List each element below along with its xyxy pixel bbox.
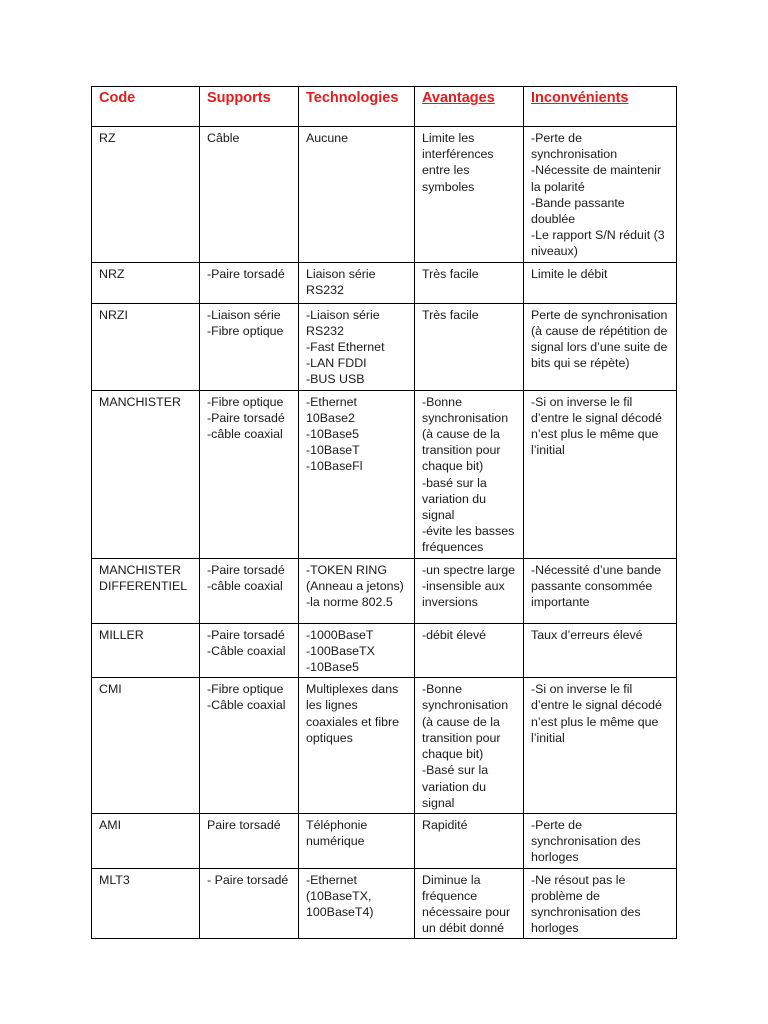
supports-line: -câble coaxial: [207, 427, 283, 442]
cell-avantages: [415, 558, 524, 623]
table-row: [92, 303, 677, 390]
inconvenients-line: Perte de synchronisation (à cause de répétition de signal lors d’une suite de bits qui se répète): [531, 307, 668, 371]
cell-supports: [200, 868, 299, 939]
cell-technologies: [299, 678, 415, 814]
table-row: [92, 868, 677, 939]
header-inconvenients: Inconvénients: [524, 87, 677, 127]
cell-technologies: [299, 868, 415, 939]
code-line: RZ: [99, 131, 116, 145]
cell-code: [92, 262, 200, 303]
cell-inconvenients: [524, 623, 677, 678]
inconvenients-line: -Si on inverse le fil d’entre le signal décodé n’est plus le même que l’initial: [531, 682, 662, 745]
supports-line: -Câble coaxial: [207, 643, 286, 658]
inconvenients-line: -Si on inverse le fil d’entre le signal décodé n’est plus le même que l’initial: [531, 394, 662, 458]
avantages-line: Très facile: [422, 266, 479, 281]
cell-inconvenients: [524, 868, 677, 939]
header-row: [92, 87, 677, 127]
table-row: [92, 558, 677, 623]
code-line: NRZ: [99, 266, 125, 281]
technologies-line: -BUS USB: [306, 372, 365, 387]
cell-avantages: [415, 813, 524, 868]
inconvenients-line: -Bande passante doublée: [531, 195, 625, 227]
code-line: MLT3: [99, 872, 130, 887]
technologies-line: Multiplexes dans les lignes coaxiales et fibre optiques: [306, 682, 399, 745]
cell-avantages: [415, 868, 524, 939]
header-technologies: Technologies: [299, 87, 415, 127]
cell-code: [92, 558, 200, 623]
cell-technologies: [299, 390, 415, 558]
inconvenients-line: -Nécessite de maintenir la polarité: [531, 163, 662, 194]
supports-line: - Paire torsadé: [207, 872, 289, 887]
technologies-line: Téléphonie numérique: [306, 817, 368, 849]
technologies-line: -1000BaseT: [306, 627, 374, 642]
code-line: AMI: [99, 817, 122, 832]
technologies-line: -LAN FDDI: [306, 356, 367, 371]
cell-inconvenients: [524, 813, 677, 868]
table-row: [92, 262, 677, 303]
technologies-line: -TOKEN RING (Anneau a jetons): [306, 562, 404, 593]
cell-supports: [200, 127, 299, 263]
inconvenients-line: -Ne résout pas le problème de synchronisation des horloges: [531, 872, 641, 936]
cell-avantages: [415, 623, 524, 678]
supports-line: -Paire torsadé: [207, 410, 285, 425]
technologies-line: -Ethernet (10BaseTX, 100BaseT4): [306, 872, 374, 919]
inconvenients-line: -Perte de synchronisation des horloges: [531, 817, 641, 865]
cell-inconvenients: [524, 678, 677, 814]
code-line: NRZI: [99, 307, 128, 322]
technologies-line: -10Base5: [306, 660, 360, 675]
cell-inconvenients: [524, 262, 677, 303]
code-line: CMI: [99, 682, 122, 697]
supports-line: -Fibre optique: [207, 394, 284, 409]
technologies-line: -10BaseT: [306, 443, 360, 458]
avantages-line: -Bonne synchronisation (à cause de la transition pour chaque bit): [422, 682, 509, 762]
avantages-line: Très facile: [422, 307, 479, 322]
table-row: [92, 127, 677, 263]
supports-line: Paire torsadé: [207, 817, 281, 832]
cell-inconvenients: [524, 303, 677, 390]
supports-line: -câble coaxial: [207, 578, 283, 593]
avantages-line: Limite les interférences entre les symboles: [422, 131, 494, 194]
supports-line: -Câble coaxial: [207, 698, 286, 713]
cell-technologies: [299, 127, 415, 263]
cell-inconvenients: [524, 390, 677, 558]
cell-code: [92, 623, 200, 678]
cell-inconvenients: [524, 127, 677, 263]
table-row: [92, 678, 677, 814]
cell-technologies: [299, 558, 415, 623]
cell-supports: [200, 390, 299, 558]
avantages-line: -débit élevé: [422, 627, 487, 642]
cell-supports: [200, 678, 299, 814]
cell-technologies: [299, 262, 415, 303]
header-supports: Supports: [200, 87, 299, 127]
cell-avantages: [415, 678, 524, 814]
inconvenients-line: Limite le débit: [531, 266, 608, 281]
technologies-line: -la norme 802.5: [306, 595, 393, 610]
technologies-line: -Liaison série RS232: [306, 307, 380, 338]
cell-technologies: [299, 623, 415, 678]
technologies-line: -Ethernet 10Base2: [306, 394, 357, 425]
technologies-line: -10Base5: [306, 427, 360, 442]
inconvenients-line: -Nécessité d’une bande passante consommée importante: [531, 562, 662, 610]
cell-avantages: [415, 127, 524, 263]
technologies-line: -100BaseTX: [306, 643, 375, 658]
cell-inconvenients: [524, 558, 677, 623]
supports-line: -Fibre optique: [207, 323, 284, 338]
supports-line: -Paire torsadé: [207, 562, 285, 577]
table-row: [92, 623, 677, 678]
supports-line: -Liaison série: [207, 307, 281, 322]
cell-code: [92, 678, 200, 814]
cell-supports: [200, 303, 299, 390]
supports-line: -Paire torsadé: [207, 266, 285, 281]
avantages-line: Rapidité: [422, 817, 468, 832]
table-row: [92, 813, 677, 868]
technologies-line: -10BaseFl: [306, 459, 363, 474]
avantages-line: -basé sur la variation du signal: [422, 475, 487, 523]
technologies-line: Liaison série RS232: [306, 266, 376, 297]
coding-table: [91, 86, 677, 939]
avantages-line: -Basé sur la variation du signal: [422, 763, 489, 810]
cell-code: [92, 868, 200, 939]
header-code: Code: [92, 87, 200, 127]
cell-technologies: [299, 303, 415, 390]
cell-supports: [200, 813, 299, 868]
avantages-line: -un spectre large: [422, 562, 515, 577]
technologies-line: -Fast Ethernet: [306, 340, 385, 355]
code-line: MANCHISTER DIFFERENTIEL: [99, 562, 188, 593]
inconvenients-line: -Perte de synchronisation: [531, 131, 618, 162]
code-line: MILLER: [99, 627, 144, 642]
cell-supports: [200, 262, 299, 303]
code-line: MANCHISTER: [99, 394, 181, 409]
technologies-line: Aucune: [306, 131, 349, 145]
header-avantages: Avantages: [415, 87, 524, 127]
cell-supports: [200, 558, 299, 623]
inconvenients-line: -Le rapport S/N réduit (3 niveaux): [531, 228, 665, 259]
cell-code: [92, 127, 200, 263]
supports-line: Câble: [207, 131, 240, 145]
cell-avantages: [415, 303, 524, 390]
avantages-line: -insensible aux inversions: [422, 578, 505, 610]
supports-line: -Paire torsadé: [207, 627, 285, 642]
cell-technologies: [299, 813, 415, 868]
cell-avantages: [415, 262, 524, 303]
inconvenients-line: Taux d’erreurs élevé: [531, 627, 643, 642]
table-row: [92, 390, 677, 558]
cell-supports: [200, 623, 299, 678]
cell-code: [92, 303, 200, 390]
avantages-line: -évite les basses fréquences: [422, 524, 515, 555]
avantages-line: -Bonne synchronisation (à cause de la transition pour chaque bit): [422, 394, 509, 474]
cell-code: [92, 813, 200, 868]
cell-avantages: [415, 390, 524, 558]
cell-code: [92, 390, 200, 558]
supports-line: -Fibre optique: [207, 682, 284, 697]
avantages-line: Diminue la fréquence nécessaire pour un débit donné: [422, 872, 511, 936]
